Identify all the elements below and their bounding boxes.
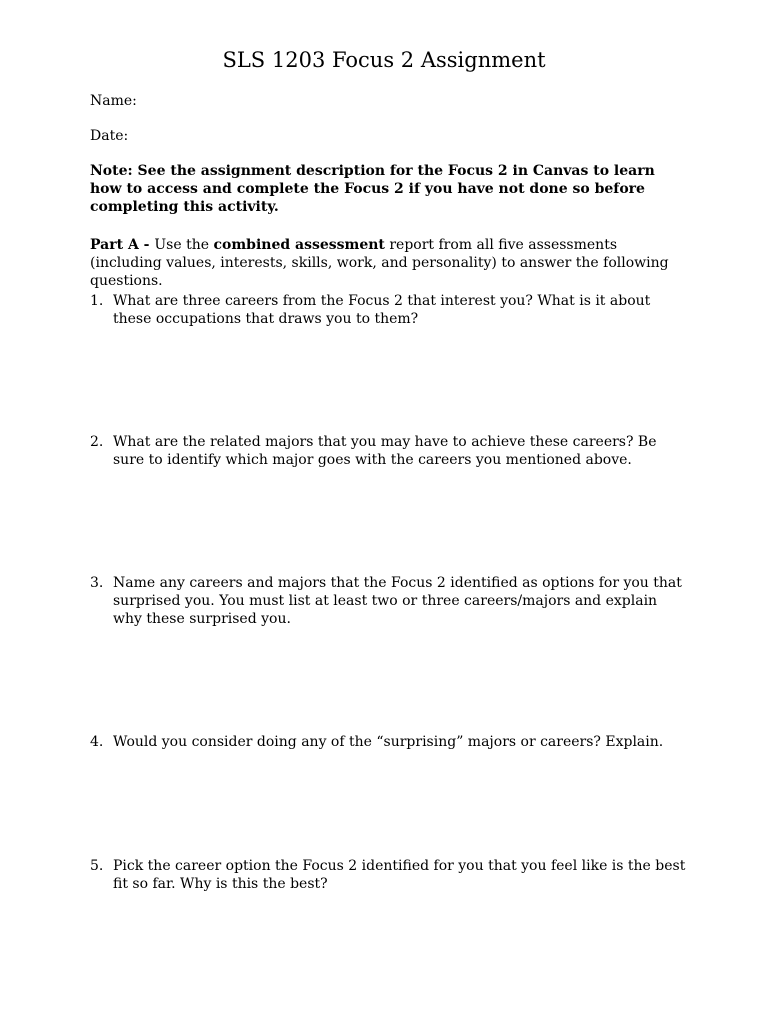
- question-1: [90, 292, 690, 328]
- question-text: Would you consider doing any of the “surprising” majors or careers? Explain.: [113, 734, 664, 750]
- question-text: What are the related majors that you may have to achieve these careers? Be sure to identify which major goes with the careers you mentioned above.: [113, 434, 657, 468]
- question-number: 3.: [90, 575, 104, 591]
- question-text: What are three careers from the Focus 2 that interest you? What is it about these occupations that draws you to them?: [113, 293, 651, 327]
- part-a-text-after: report from all five assessments (including values, interests, skills, work, and personality) to answer the following questions.: [90, 237, 669, 289]
- question-5: [90, 857, 690, 893]
- question-number: 1.: [90, 293, 104, 309]
- part-a-label: Part A -: [90, 237, 155, 253]
- part-a-instructions: [90, 236, 690, 290]
- question-number: 2.: [90, 434, 104, 450]
- part-a-emphasis: combined assessment: [213, 237, 385, 253]
- name-label: Name:: [90, 93, 137, 109]
- question-number: 4.: [90, 734, 104, 750]
- date-label: Date:: [90, 128, 129, 144]
- part-a-text-before: Use the: [154, 237, 214, 253]
- question-2: [90, 433, 690, 469]
- assignment-note: Note: See the assignment description for the Focus 2 in Canvas to learn how to access and complete the Focus 2 if you have not done so before completing this activity.: [90, 163, 655, 215]
- page-title: SLS 1203 Focus 2 Assignment: [222, 48, 546, 72]
- question-4: [90, 733, 690, 751]
- question-3: [90, 574, 690, 628]
- question-text: Name any careers and majors that the Focus 2 identified as options for you that surprised you. You must list at least two or three careers/majors and explain why these surprised you.: [113, 575, 682, 627]
- question-text: Pick the career option the Focus 2 identified for you that you feel like is the best fit so far. Why is this the best?: [113, 858, 686, 892]
- question-number: 5.: [90, 858, 104, 874]
